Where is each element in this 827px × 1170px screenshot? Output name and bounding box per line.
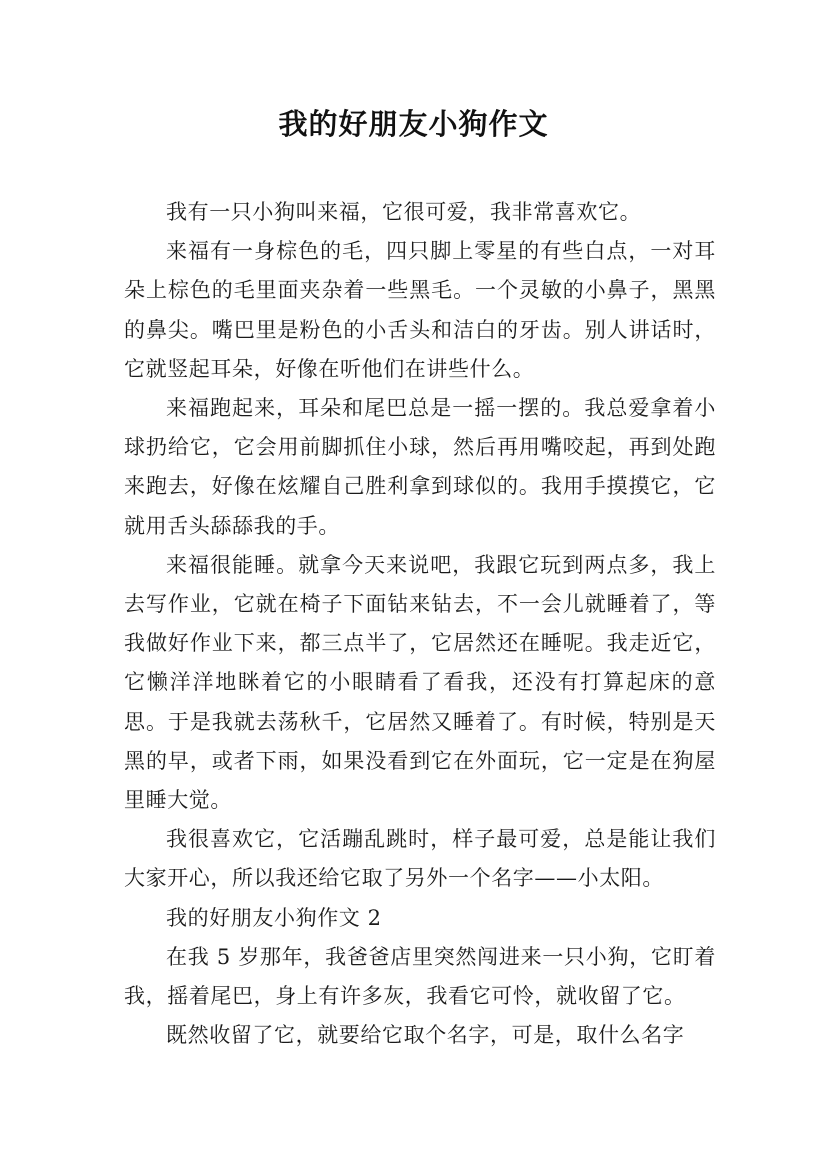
paragraph: 既然收留了它，就要给它取个名字，可是，取什么名字: [166, 1023, 685, 1048]
paragraph: 来福跑起来，耳朵和尾巴总是一摇一摆的。我总爱拿着小球扔给它，它会用前脚抓住小球，然后再用嘴咬起，再到处跑来跑去，好像在炫耀自己胜利拿到球似的。我用手摸摸它，它就用舌头舔舔我的手。: [124, 396, 716, 538]
paragraph: 来福有一身棕色的毛，四只脚上零星的有些白点，一对耳朵上棕色的毛里面夹杂着一些黑毛。一个灵敏的小鼻子，黑黑的鼻尖。嘴巴里是粉色的小舌头和洁白的牙齿。别人讲话时，它就竖起耳朵，好像在听他们在讲些什么。: [124, 239, 716, 381]
document-title: 我的好朋友小狗作文: [278, 107, 549, 141]
paragraph: 在我 5 岁那年，我爸爸店里突然闯进来一只小狗，它盯着我，摇着尾巴，身上有许多灰，我看它可怜，就收留了它。: [124, 944, 716, 1009]
paragraph: 我有一只小狗叫来福，它很可爱，我非常喜欢它。: [166, 200, 642, 224]
section-heading: 我的好朋友小狗作文 2: [166, 905, 382, 930]
document-body: [124, 193, 716, 1055]
paragraph: 我很喜欢它，它活蹦乱跳时，样子最可爱，总是能让我们大家开心，所以我还给它取了另外一个名字——小太阳。: [124, 827, 716, 891]
paragraph: 来福很能睡。就拿今天来说吧，我跟它玩到两点多，我上去写作业，它就在椅子下面钻来钻去，不一会儿就睡着了，等我做好作业下来，都三点半了，它居然还在睡呢。我走近它，它懒洋洋地眯着它的小眼睛看了看我，还没有打算起床的意思。于是我就去荡秋千，它居然又睡着了。有时候，特别是天黑的早，或者下雨，如果没看到它在外面玩，它一定是在狗屋里睡大觉。: [124, 552, 716, 813]
